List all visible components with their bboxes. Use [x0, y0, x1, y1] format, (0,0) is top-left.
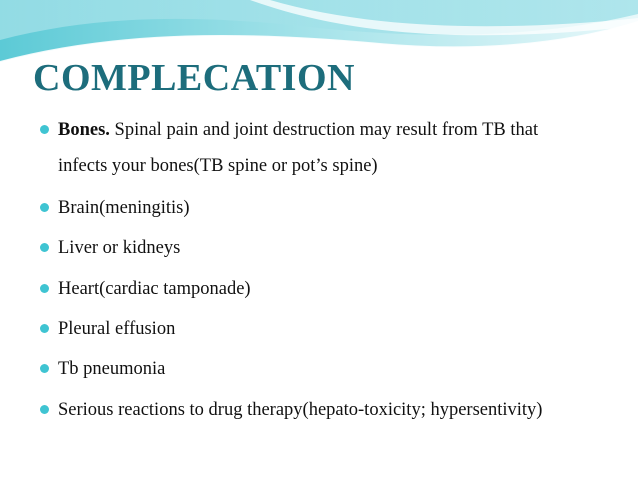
bullet-text: Serious reactions to drug therapy(hepato-toxicity; hypersentivity)	[58, 400, 543, 420]
slide-title: COMPLECATION	[33, 57, 355, 99]
bullet-text-line2: infects your bones(TB spine or pot’s spine)	[58, 156, 378, 176]
bullet-dot-icon	[40, 284, 49, 293]
bullet-dot-icon	[40, 243, 49, 252]
bullet-text: Liver or kidneys	[58, 238, 181, 258]
bullet-text-line1: Spinal pain and joint destruction may result from TB that	[109, 120, 539, 140]
bullet-dot-icon	[40, 364, 49, 373]
bullet-text: Pleural effusion	[58, 319, 176, 339]
bullet-text	[58, 120, 630, 140]
bullet-dot-icon	[40, 405, 49, 414]
bullet-dot-icon	[40, 324, 49, 333]
bullet-text: Brain(meningitis)	[58, 198, 190, 218]
bullet-dot-icon	[40, 203, 49, 212]
bullet-bold-label: Bones.	[58, 120, 110, 140]
bullet-dot-icon	[40, 125, 49, 134]
bullet-text: Tb pneumonia	[58, 359, 166, 379]
bullet-text: Heart(cardiac tamponade)	[58, 279, 251, 299]
